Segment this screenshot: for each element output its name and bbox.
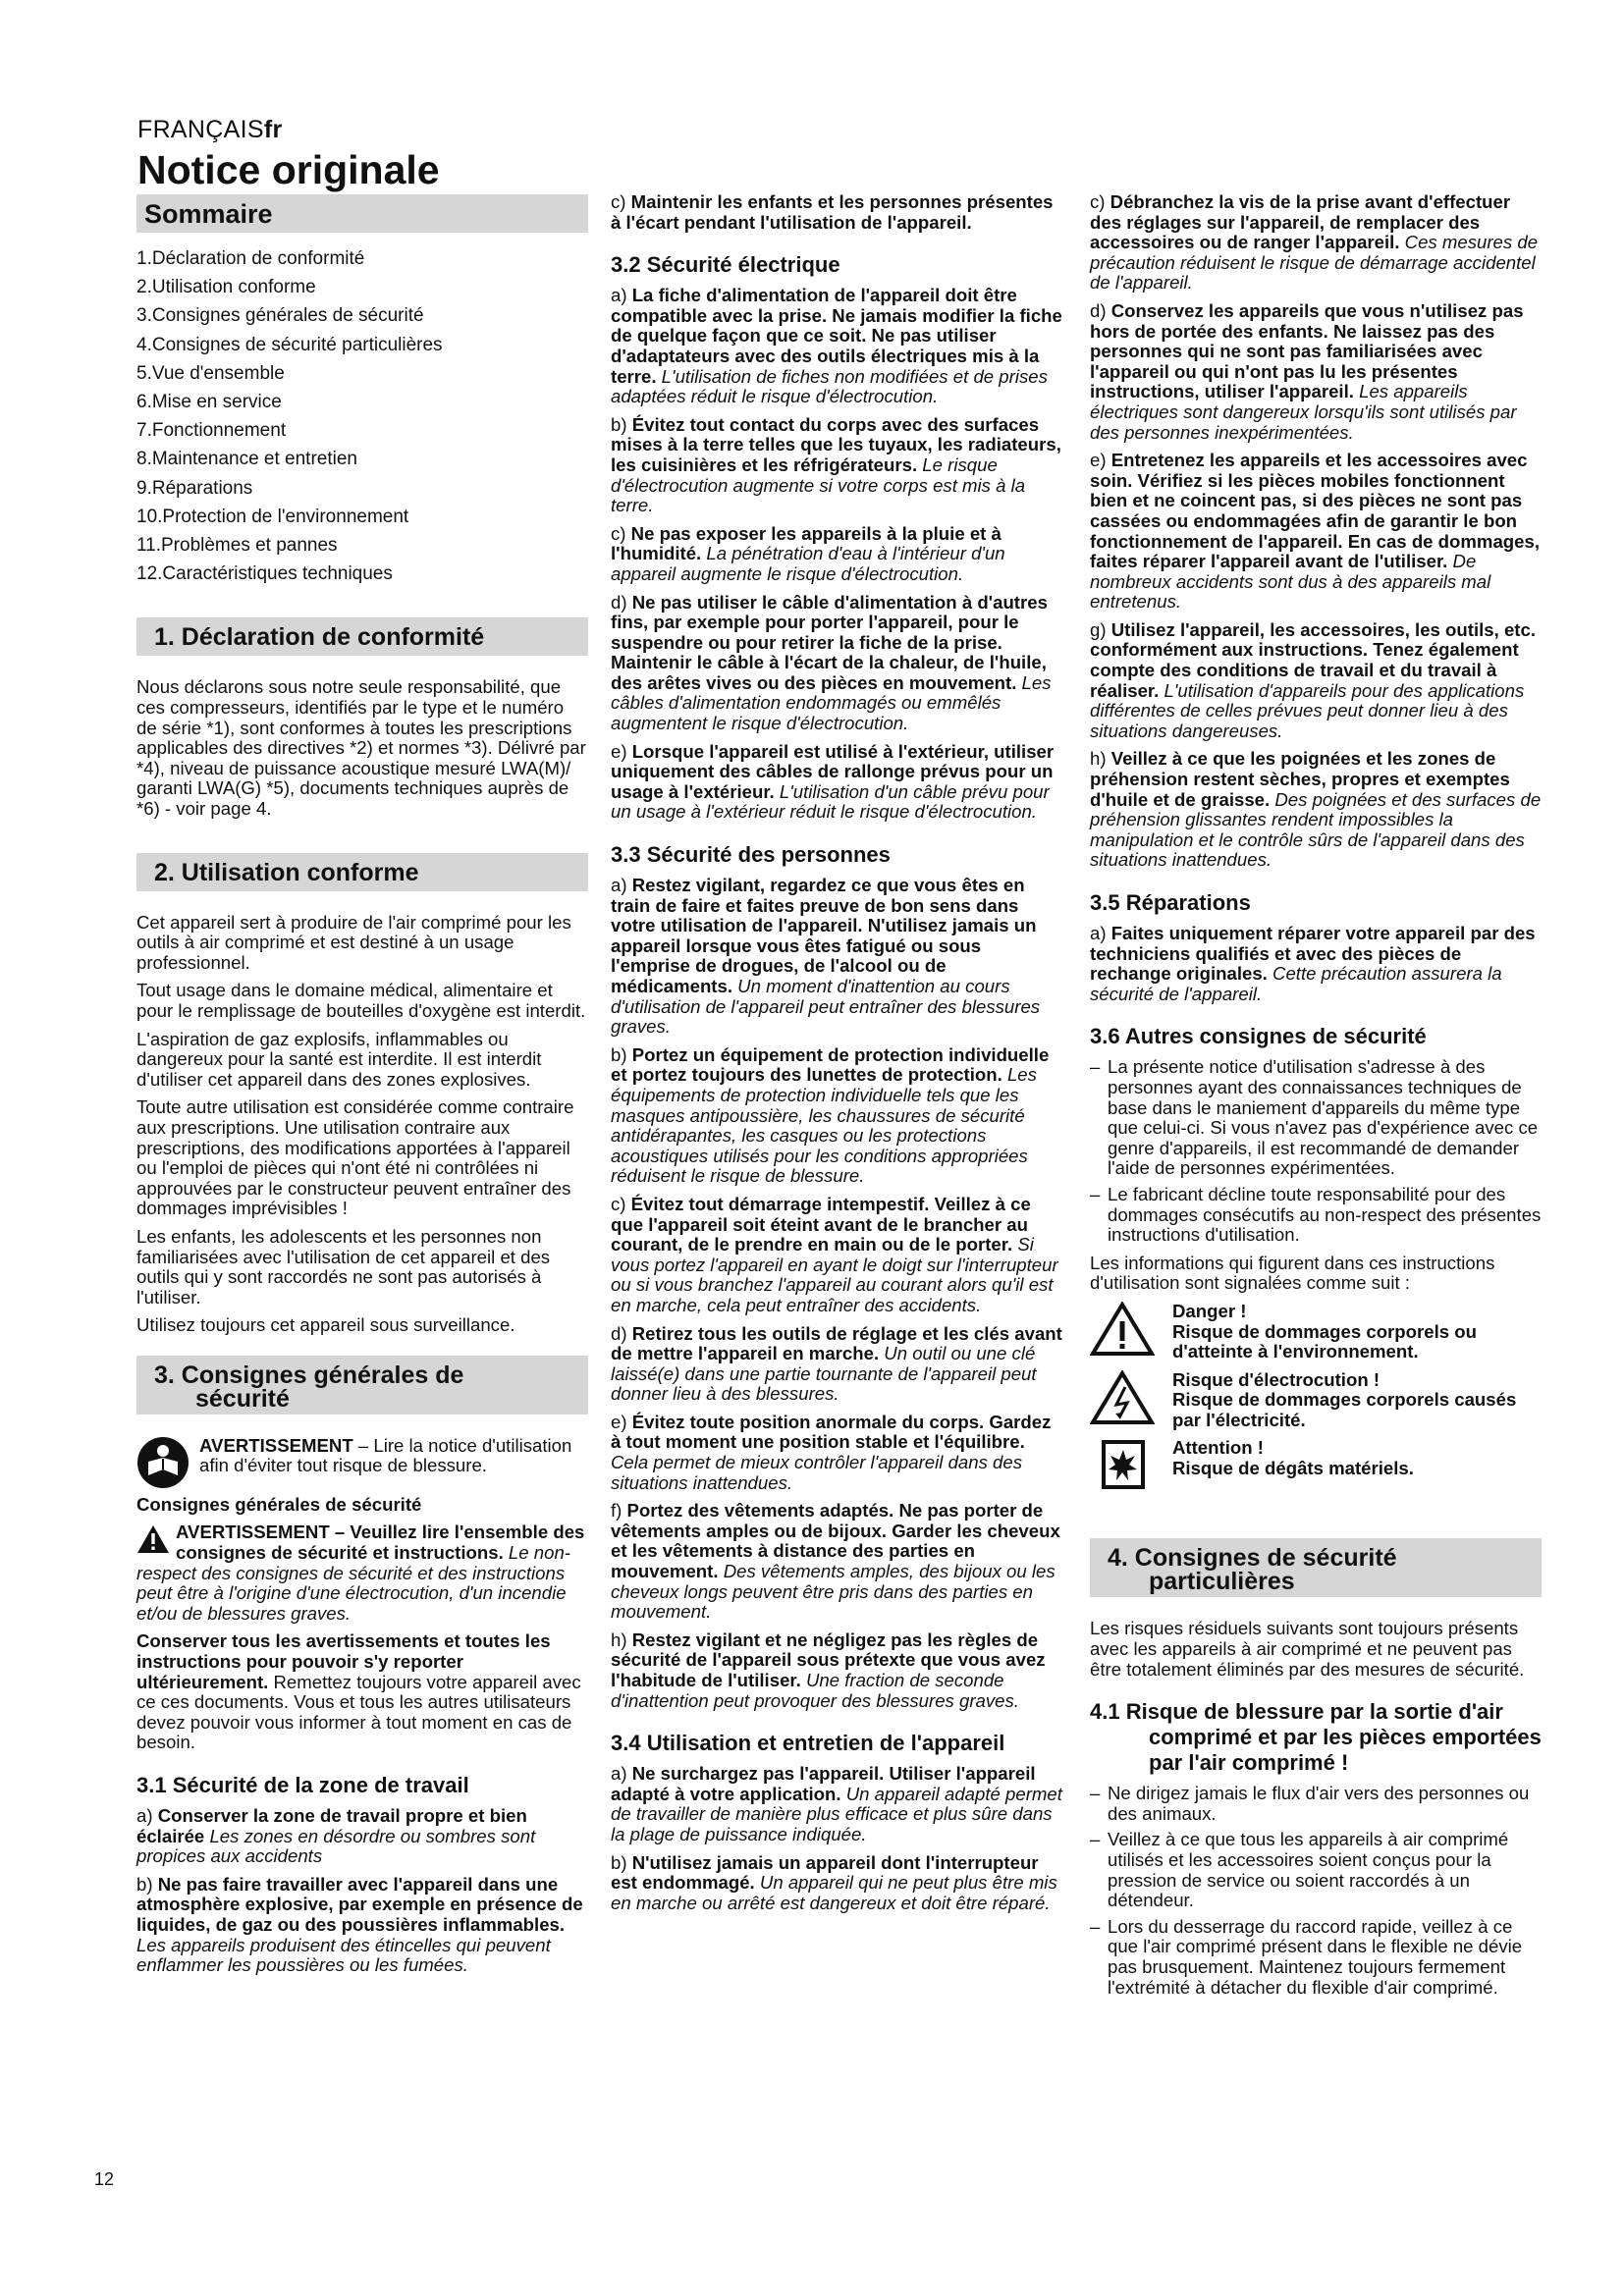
electric-symbol-row bbox=[1090, 1370, 1542, 1431]
item-italic: Une fraction de seconde d'inattention peut provoquer des blessures graves. bbox=[611, 1670, 1019, 1711]
language-code: fr bbox=[263, 116, 283, 143]
item-bold: Retirez tous les outils de réglage et les clés avant de mettre l'appareil en marche. bbox=[611, 1322, 1062, 1364]
item-letter: a) bbox=[611, 1763, 632, 1785]
section-2-p4: Toute autre utilisation est considérée comme contraire aux prescriptions. Une utilisation contraire aux prescriptions, des modifications apportées à l'appareil ou l'emploi de pièces qui n'ont été ni contrôlées ni approuvées par le constructeur peuvent entraîner des dommages imprévisibles ! bbox=[136, 1096, 574, 1219]
section-4-heading-line2: particulières bbox=[1149, 1568, 1295, 1596]
item-letter: b) bbox=[611, 1851, 632, 1873]
warning-text: – Lire la notice d'utilisation afin d'éviter tout risque de blessure. bbox=[199, 1434, 572, 1476]
general-safety-heading: Consignes générales de sécurité bbox=[136, 1493, 422, 1515]
toc-item: 1.Déclaration de conformité bbox=[136, 248, 365, 269]
section-1-heading: 1. Déclaration de conformité bbox=[136, 617, 588, 656]
item-italic: Des vêtements amples, des bijoux ou les cheveux longs peuvent être pris dans des parties en mouvement. bbox=[611, 1561, 1056, 1623]
item-bold: Faites uniquement réparer votre appareil par des techniciens qualifiés et avec des pièces de rechange originales. bbox=[1090, 923, 1536, 985]
item-italic: Si vous portez l'appareil en ayant le doigt sur l'interrupteur ou si vous branchez l'appareil au courant alors qu'il est en marche, cela peut entraîner des accidents. bbox=[611, 1234, 1058, 1315]
item-italic: L'utilisation d'appareils pour des applications différentes de celles prévues peut donner lieu à des situations dangereuses. bbox=[1090, 679, 1525, 741]
danger-desc: Risque de dommages corporels ou d'atteinte à l'environnement. bbox=[1172, 1320, 1477, 1362]
sec32-b bbox=[611, 415, 1064, 516]
manual-warning-text bbox=[199, 1436, 588, 1489]
sec33-a bbox=[611, 876, 1064, 1038]
keep-instructions-bold: Conserver tous les avertissements et toutes les instructions pour pouvoir s'y reporter ultérieurement. bbox=[136, 1630, 551, 1692]
item-bold: N'utilisez jamais un appareil dont l'interrupteur est endommagé. bbox=[611, 1851, 1039, 1894]
keep-instructions bbox=[136, 1631, 588, 1753]
item-bold: Ne pas faire travailler avec l'appareil dans une atmosphère explosive, par exemple en présence de liquides, de gaz ou des poussières inflammables. bbox=[136, 1873, 583, 1935]
toc-item: 5.Vue d'ensemble bbox=[136, 362, 285, 384]
item-letter: c) bbox=[1090, 191, 1110, 212]
section-3-heading bbox=[136, 1356, 588, 1415]
item-italic: Les appareils électriques sont dangereux lorsqu'ils sont utilisés par des personnes inexpérimentées. bbox=[1090, 381, 1517, 443]
item-letter: b) bbox=[611, 413, 632, 435]
general-warning bbox=[136, 1522, 588, 1624]
danger-title: Danger ! bbox=[1172, 1300, 1247, 1321]
section-3-2-heading: 3.2 Sécurité électrique bbox=[611, 252, 840, 278]
item-italic: Un appareil adapté permet de travailler de manière plus efficace et plus sûre dans la plage de puissance indiquée. bbox=[611, 1783, 1062, 1844]
keep-instructions-text: Remettez toujours votre appareil avec ce ces documents. Vous et tous les autres utilisateurs devez pouvoir vous informer à tout moment en cas de besoin. bbox=[136, 1671, 581, 1753]
item-bold: Ne surchargez pas l'appareil. Utiliser l'appareil adapté à votre application. bbox=[611, 1763, 1036, 1804]
section-2-heading: 2. Utilisation conforme bbox=[136, 853, 588, 891]
item-bold: Conserver la zone de travail propre et bien éclairée bbox=[136, 1805, 527, 1846]
item-italic: La pénétration d'eau à l'intérieur d'un appareil augmente le risque d'électrocution. bbox=[611, 543, 1005, 584]
warning-label: AVERTISSEMENT bbox=[199, 1434, 353, 1456]
sec32-e bbox=[611, 742, 1064, 823]
sec34-a bbox=[611, 1764, 1064, 1844]
sec33-c bbox=[611, 1195, 1064, 1316]
symbols-intro: Les informations qui figurent dans ces instructions d'utilisation sont signalées comme suit : bbox=[1090, 1252, 1495, 1294]
sec33-b bbox=[611, 1045, 1064, 1187]
section-2-p3: L'aspiration de gaz explosifs, inflammables ou dangereux pour la santé est interdite. Il est interdit d'utiliser cet appareil dans des zones explosives. bbox=[136, 1028, 542, 1090]
item-italic: Un moment d'inattention au cours d'utilisation de l'appareil peut entraîner des blessures graves. bbox=[611, 976, 1041, 1038]
item-bold: Portez un équipement de protection individuelle et portez toujours des lunettes de protection. bbox=[611, 1043, 1050, 1086]
toc-item: 9.Réparations bbox=[136, 477, 253, 499]
item-italic: Des poignées et des surfaces de préhension glissantes rendent impossibles la manipulation et le contrôle sûrs de l'appareil dans des situations inattendues. bbox=[1090, 788, 1542, 871]
item-letter: g) bbox=[1090, 618, 1111, 640]
electric-title: Risque d'électrocution ! bbox=[1172, 1368, 1380, 1390]
item-letter: d) bbox=[1090, 299, 1111, 321]
item-letter: e) bbox=[611, 1411, 632, 1432]
toc-item: 10.Protection de l'environnement bbox=[136, 506, 409, 527]
item-bold: Évitez tout démarrage intempestif. Veillez à ce que l'appareil soit éteint avant de le brancher au courant, de le prendre en main ou de le porter. bbox=[611, 1193, 1031, 1255]
item-letter: h) bbox=[1090, 748, 1111, 770]
attention-symbol-row bbox=[1090, 1438, 1542, 1493]
section-4-heading bbox=[1090, 1538, 1542, 1597]
page-title: Notice originale bbox=[137, 147, 440, 192]
item-letter: a) bbox=[611, 285, 632, 306]
sec31-b bbox=[136, 1875, 588, 1976]
electric-desc: Risque de dommages corporels causés par l'électricité. bbox=[1172, 1389, 1517, 1430]
section-4-1-heading: 4.1 Risque de blessure par la sortie d'air comprimé et par les pièces emportées par l'air comprimé ! bbox=[1090, 1699, 1542, 1776]
sec31-c bbox=[611, 192, 1064, 233]
item-italic: Les appareils produisent des étincelles qui peuvent enflammer les poussières ou les fumées. bbox=[136, 1934, 551, 1976]
item-letter: d) bbox=[611, 1322, 632, 1344]
item-letter: b) bbox=[611, 1043, 632, 1065]
item-italic: Le risque d'électrocution augmente si votre corps est mis à la terre. bbox=[611, 454, 1026, 516]
item-letter: a) bbox=[611, 875, 632, 896]
general-warning-italic: Le non-respect des consignes de sécurité et des instructions peut être à l'origine d'une électrocution, d'un incendie et/ou de blessures graves. bbox=[136, 1542, 570, 1624]
attention-title: Attention ! bbox=[1172, 1437, 1264, 1459]
sec33-d bbox=[611, 1324, 1064, 1405]
other-safety-list bbox=[1090, 1057, 1542, 1245]
section-2-p5: Les enfants, les adolescents et les personnes non familiarisées avec l'utilisation de cet appareil et des outils qui y sont raccordés ne sont pas autorisés à l'utiliser. bbox=[136, 1225, 551, 1308]
summary-heading: Sommaire bbox=[136, 194, 588, 233]
manual-warning bbox=[136, 1436, 588, 1489]
item-letter: a) bbox=[136, 1805, 158, 1826]
general-warning-bold: AVERTISSEMENT – Veuillez lire l'ensemble des consignes de sécurité et instructions. bbox=[176, 1522, 585, 1564]
item-letter: c) bbox=[611, 522, 631, 544]
item-bold: Débranchez la vis de la prise avant d'effectuer des réglages sur l'appareil, de remplacer des accessoires ou de ranger l'appareil. bbox=[1090, 191, 1511, 253]
attention-damage-icon bbox=[1090, 1438, 1155, 1493]
item-italic: Cela permet de mieux contrôler l'appareil dans des situations inattendues. bbox=[611, 1452, 1023, 1493]
electric-text bbox=[1172, 1370, 1542, 1431]
sec32-d bbox=[611, 593, 1064, 734]
section-3-5-heading: 3.5 Réparations bbox=[1090, 890, 1251, 915]
toc-item: 2.Utilisation conforme bbox=[136, 277, 316, 298]
sec35-a bbox=[1090, 924, 1542, 1004]
toc-item: 6.Mise en service bbox=[136, 392, 282, 413]
item-italic: De nombreux accidents sont dus à des appareils mal entretenus. bbox=[1090, 551, 1491, 613]
sec33-f bbox=[611, 1501, 1064, 1623]
sec33-e bbox=[611, 1413, 1064, 1493]
item-italic: L'utilisation d'un câble prévu pour un usage à l'extérieur réduit le risque d'électrocution. bbox=[611, 780, 1050, 823]
item-bold: Conservez les appareils que vous n'utilisez pas hors de portée des enfants. Ne laissez pas des personnes qui ne sont pas familiarisées avec l'appareil ou qui n'ont pas lu les présentes instructions, utiliser l'appareil. bbox=[1090, 299, 1524, 402]
danger-text bbox=[1172, 1302, 1542, 1362]
item-bold: Ne pas exposer les appareils à la pluie et à l'humidité. bbox=[611, 522, 1001, 564]
item-italic: Un outil ou une clé laissé(e) dans une partie tournante de l'appareil peut donner lieu à des blessures. bbox=[611, 1343, 1037, 1405]
item-bold: Lorsque l'appareil est utilisé à l'extérieur, utiliser uniquement des câbles de rallonge prévus pour un usage à l'extérieur. bbox=[611, 740, 1055, 802]
sec34-g bbox=[1090, 620, 1542, 742]
attention-desc: Risque de dégâts matériels. bbox=[1172, 1458, 1414, 1479]
section-3-heading-line2: sécurité bbox=[195, 1384, 290, 1413]
page-number: 12 bbox=[94, 2169, 115, 2189]
item-bold: Évitez tout contact du corps avec des surfaces mises à la terre telles que les tuyaux, les radiateurs, les cuisinières et les réfrigérateurs. bbox=[611, 413, 1061, 475]
item-italic: Les zones en désordre ou sombres sont propices aux accidents bbox=[136, 1825, 536, 1867]
item-letter: c) bbox=[611, 1193, 631, 1214]
section-1-text: Nous déclarons sous notre seule responsabilité, que ces compresseurs, identifiés par le type et le numéro de série *1), sont conformes à toutes les prescriptions applicables des directives *2) et normes *3). Délivré par *4), niveau de puissance acoustique mesuré LWA(M)/ garanti LWA(G) *5), documents techniques auprès de *6) - voir page 4. bbox=[136, 676, 586, 819]
item-letter: h) bbox=[611, 1629, 632, 1650]
sec34-h bbox=[1090, 749, 1542, 871]
item-italic: Les équipements de protection individuelle tels que les masques antipoussière, les chaussures de sécurité antidérapantes, les casques ou les protections acoustiques utilisés pour les conditions appropriées réduisent le risque de blessure. bbox=[611, 1064, 1037, 1187]
item-bold: Ne pas utiliser le câble d'alimentation à d'autres fins, par exemple pour porter l'appareil, pour le suspendre ou pour retirer la fiche de la prise. Maintenir le câble à l'écart de la chaleur, de l'huile, des arêtes vives ou des pièces en mouvement. bbox=[611, 591, 1048, 693]
electric-shock-icon bbox=[1090, 1370, 1155, 1425]
section-3-4-heading: 3.4 Utilisation et entretien de l'appareil bbox=[611, 1731, 1005, 1756]
toc-item: 12.Caractéristiques techniques bbox=[136, 563, 393, 585]
item-letter: f) bbox=[611, 1500, 627, 1522]
item-bold: Utilisez l'appareil, les accessoires, les outils, etc. conformément aux instructions. Tenez également compte des conditions de travail et du travail à réaliser. bbox=[1090, 618, 1536, 701]
column-1 bbox=[136, 194, 588, 1984]
toc-item: 3.Consignes générales de sécurité bbox=[136, 305, 424, 327]
compressed-air-list bbox=[1090, 1784, 1542, 1998]
sec34-b bbox=[611, 1853, 1064, 1914]
sec34-e bbox=[1090, 451, 1542, 613]
section-3-6-heading: 3.6 Autres consignes de sécurité bbox=[1090, 1024, 1427, 1049]
list-item: – La présente notice d'utilisation s'adresse à des personnes ayant des connaissances techniques de base dans le maniement d'appareils du même type que celui-ci. Si vous n'avez pas d'expérience avec ce genre d'appareils, il est recommandé de demander l'aide de personnes expérimentées. bbox=[1090, 1057, 1542, 1179]
language-label bbox=[137, 116, 282, 144]
section-2-p2: Tout usage dans le domaine médical, alimentaire et pour le remplissage de bouteilles d'oxygène est interdit. bbox=[136, 980, 586, 1021]
item-italic: Un appareil qui ne peut plus être mis en marche ou arrêté est dangereux et doit être réparé. bbox=[611, 1872, 1057, 1913]
toc-item: 4.Consignes de sécurité particulières bbox=[136, 334, 443, 355]
danger-triangle-icon bbox=[1090, 1302, 1155, 1357]
section-2-p6: Utilisez toujours cet appareil sous surveillance. bbox=[136, 1314, 515, 1336]
section-2-p1: Cet appareil sert à produire de l'air comprimé pour les outils à air comprimé et est destiné à un usage professionnel. bbox=[136, 911, 571, 973]
read-manual-icon bbox=[136, 1436, 189, 1489]
toc-item: 7.Fonctionnement bbox=[136, 420, 287, 442]
sec32-c bbox=[611, 524, 1064, 585]
list-item: – Le fabricant décline toute responsabilité pour des dommages consécutifs au non-respect des présentes instructions d'utilisation. bbox=[1090, 1185, 1542, 1246]
item-italic: L'utilisation de fiches non modifiées et de prises adaptées réduit le risque d'électrocution. bbox=[611, 365, 1048, 407]
warning-triangle-icon bbox=[136, 1524, 170, 1554]
item-bold: Restez vigilant, regardez ce que vous êtes en train de faire et faites preuve de bon sens dans votre utilisation de l'appareil. N'utilisez jamais un appareil lorsque vous êtes fatigué ou sous l'emprise de drogues, de l'alcool ou de médicaments. bbox=[611, 875, 1037, 996]
language-name: FRANÇAIS bbox=[137, 116, 264, 143]
list-item: – Ne dirigez jamais le flux d'air vers des personnes ou des animaux. bbox=[1090, 1784, 1542, 1824]
section-3-heading-line1: 3. Consignes générales de bbox=[154, 1361, 464, 1389]
item-letter: e) bbox=[611, 740, 632, 762]
item-letter: a) bbox=[1090, 923, 1111, 943]
sec33-h bbox=[611, 1630, 1064, 1711]
sec34-c bbox=[1090, 192, 1542, 294]
column-2 bbox=[611, 192, 1064, 1921]
sec34-d bbox=[1090, 301, 1542, 443]
sec32-a bbox=[611, 286, 1064, 407]
list-item: – Veillez à ce que tous les appareils à air comprimé utilisés et les accessoires soient conçus pour la pression de service ou soient raccordés à un détendeur. bbox=[1090, 1830, 1542, 1910]
summary-list bbox=[136, 244, 588, 588]
item-bold: Veillez à ce que les poignées et les zones de préhension restent sèches, propres et exemptes d'huile et de graisse. bbox=[1090, 748, 1510, 810]
toc-item: 11.Problèmes et pannes bbox=[136, 535, 338, 557]
item-bold: Entretenez les appareils et les accessoires avec soin. Vérifiez si les pièces mobiles fonctionnent bien et ne coincent pas, si des pièces ne sont pas cassées ou endommagées afin de garantir le bon fonctionnement de l'appareil. En cas de dommages, faites réparer l'appareil avant de l'utiliser. bbox=[1090, 450, 1541, 572]
item-letter: c) bbox=[611, 191, 631, 212]
item-italic: Ces mesures de précaution réduisent le risque de démarrage accidentel de l'appareil. bbox=[1090, 232, 1539, 294]
item-bold: Maintenir les enfants et les personnes présentes à l'écart pendant l'utilisation de l'appareil. bbox=[611, 191, 1054, 233]
list-item: – Lors du desserrage du raccord rapide, veillez à ce que l'air comprimé présent dans le flexible ne dévie pas brusquement. Maintenez toujours fermement l'extrémité à détacher du flexible d'air comprimé. bbox=[1090, 1917, 1542, 1998]
item-bold: Portez des vêtements adaptés. Ne pas porter de vêtements amples ou de bijoux. Garder les cheveux et les vêtements à distance des parties en mouvement. bbox=[611, 1500, 1060, 1582]
item-bold: La fiche d'alimentation de l'appareil doit être compatible avec la prise. Ne jamais modifier la fiche de quelque façon que ce soit. Ne pas utiliser d'adaptateurs avec des outils électriques mis à la terre. bbox=[611, 285, 1062, 387]
section-4-intro: Les risques résiduels suivants sont toujours présents avec les appareils à air comprimé et ne peuvent pas être totalement éliminés par des mesures de sécurité. bbox=[1090, 1618, 1525, 1680]
column-3 bbox=[1090, 192, 1542, 2005]
toc-item: 8.Maintenance et entretien bbox=[136, 449, 357, 470]
sec31-a bbox=[136, 1806, 588, 1867]
section-4-heading-line1: 4. Consignes de sécurité bbox=[1108, 1544, 1397, 1573]
section-3-3-heading: 3.3 Sécurité des personnes bbox=[611, 842, 891, 868]
item-bold: Évitez toute position anormale du corps. Gardez à tout moment une position stable et l'équilibre. bbox=[611, 1411, 1052, 1453]
item-letter: b) bbox=[136, 1873, 158, 1895]
item-letter: d) bbox=[611, 591, 632, 613]
item-italic: Cette précaution assurera la sécurité de l'appareil. bbox=[1090, 963, 1502, 1004]
attention-text bbox=[1172, 1438, 1414, 1478]
danger-symbol-row bbox=[1090, 1302, 1542, 1362]
item-italic: Les câbles d'alimentation endommagés ou emmêlés augmentent le risque d'électrocution. bbox=[611, 671, 1052, 734]
item-bold: Restez vigilant et ne négligez pas les règles de sécurité de l'appareil sous prétexte que vous avez l'habitude de l'utiliser. bbox=[611, 1629, 1046, 1690]
item-letter: e) bbox=[1090, 450, 1111, 471]
section-3-1-heading: 3.1 Sécurité de la zone de travail bbox=[136, 1773, 469, 1797]
